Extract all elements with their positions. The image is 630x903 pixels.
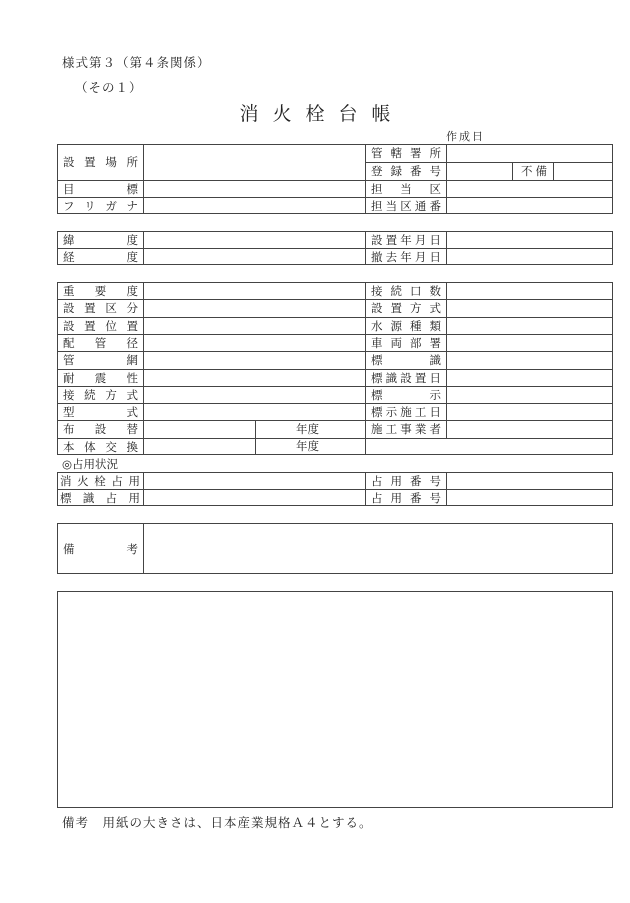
sketch-area (57, 591, 613, 808)
install-date-label: 設 置 年 月 日 (371, 232, 441, 247)
sign-occupancy-number-label: 占 用 番 号 (371, 490, 441, 505)
spec-left-label: 本 体 交 換 (63, 439, 138, 454)
occupancy-section-title: ◎占用状況 (62, 457, 119, 471)
latitude-label: 緯 度 (63, 232, 138, 247)
spec-left-label: 重 要 度 (63, 283, 138, 298)
location-label: 設 置 場 所 (63, 155, 138, 169)
spec-left-label: 設 置 区 分 (63, 300, 138, 315)
longitude-label: 経 度 (63, 249, 138, 264)
spec-right-label: 接 続 口 数 (371, 283, 441, 298)
spec-right-label: 水 源 種 類 (371, 318, 441, 333)
spec-right-label: 標 識 (371, 352, 441, 367)
hydrant-occupancy-label: 消 火 栓 占 用 (60, 473, 140, 488)
jurisdiction-label: 管 轄 署 所 (371, 146, 441, 160)
remarks-label: 備 考 (63, 541, 138, 556)
district-label: 担 当 区 (371, 181, 441, 196)
spec-right-label: 設 置 方 式 (371, 300, 441, 315)
paper-size-note: 備考 用紙の大きさは、日本産業規格Ａ４とする。 (62, 815, 373, 830)
spec-left-label: 耐 震 性 (63, 370, 138, 385)
remarks-block (57, 523, 613, 574)
created-date-label: 作成日 (446, 130, 485, 143)
spec-left-label: 布 設 替 (63, 421, 138, 436)
hydrant-occupancy-number-label: 占 用 番 号 (371, 473, 441, 488)
spec-right-label: 標 示 施 工 日 (371, 404, 441, 419)
spec-left-label: 配 管 径 (63, 335, 138, 350)
spec-right-label: 施 工 事 業 者 (371, 421, 441, 436)
spec-right-label: 標 識 設 置 日 (371, 370, 441, 385)
district-serial-label: 担 当 区 通 番 (371, 198, 441, 213)
spec-right-label: 車 両 部 署 (371, 335, 441, 350)
form-sub-number: （その１） (75, 80, 143, 95)
furigana-label: フ リ ガ ナ (63, 198, 138, 213)
relaying-fiscal-year-label: 年度 (296, 421, 319, 436)
landmark-label: 目 標 (63, 181, 138, 196)
spec-left-label: 設 置 位 置 (63, 318, 138, 333)
form-number: 様式第３（第４条関係） (62, 55, 211, 70)
spec-right-label: 標 示 (371, 387, 441, 402)
spec-left-label: 管 網 (63, 352, 138, 367)
spec-left-label: 型 式 (63, 404, 138, 419)
page-title: 消火栓台帳 (239, 103, 405, 125)
unavailable-label: 不備 (521, 164, 550, 178)
removal-date-label: 撤 去 年 月 日 (371, 249, 441, 264)
sign-occupancy-label: 標 識 占 用 (60, 490, 140, 505)
registration-number-label: 登 録 番 号 (371, 164, 441, 178)
body-replacement-fiscal-year-label: 年度 (296, 438, 319, 453)
spec-left-label: 接 続 方 式 (63, 387, 138, 402)
